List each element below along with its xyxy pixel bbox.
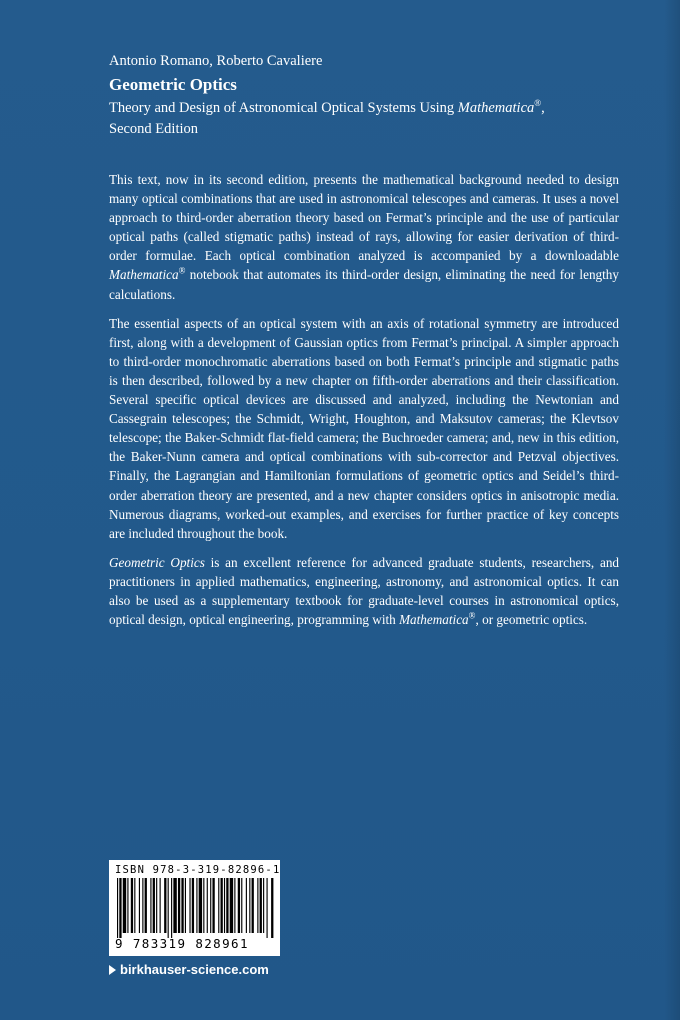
authors: Antonio Romano, Roberto Cavaliere [109, 53, 323, 69]
book-subtitle [109, 98, 629, 140]
barcode-bar [226, 878, 228, 933]
barcode-bar [203, 878, 204, 933]
barcode-bar [127, 878, 128, 933]
barcode-bar [224, 878, 225, 933]
spine-shadow [664, 0, 680, 1020]
barcode-bar [210, 878, 211, 933]
barcode-bar [212, 878, 214, 933]
website-text: birkhauser-science.com [120, 962, 269, 977]
subtitle-software-name: Mathematica [457, 100, 535, 116]
software-name: Mathematica [109, 267, 179, 283]
publisher-website-link[interactable] [109, 962, 269, 978]
software-name: Mathematica [399, 612, 469, 628]
barcode-bar [134, 878, 135, 933]
paragraph-text: notebook that automates its third-order design, eliminating the need for lengthy calculations. [109, 267, 619, 302]
barcode-bar [119, 878, 121, 938]
barcode-bar [131, 878, 133, 933]
barcode-bar [164, 878, 166, 933]
registered-mark: ® [178, 266, 186, 277]
barcode-bar [234, 878, 235, 933]
paragraph-text: This text, now in its second edition, presents the mathematical background needed to design many optical combinations that are used in astronomical telescopes and cameras. It uses a novel approach to third-order aberration theory based on Fermat’s principle and the use of particular optical paths (called stigmatic paths) instead of rays, allowing for easier derivation of third-order formulae. Each optical combination analyzed is accompanied by a downloadable [109, 172, 619, 264]
edition: Second Edition [109, 121, 199, 137]
barcode-bar [271, 878, 273, 938]
book-description [109, 170, 619, 639]
book-title-reference: Geometric Optics [109, 554, 205, 570]
registered-mark: ® [468, 610, 476, 621]
barcode-bar [252, 878, 254, 933]
barcode-bar [156, 878, 157, 933]
barcode-bar [145, 878, 147, 933]
subtitle-comma: , [541, 100, 545, 116]
barcode-bar [238, 878, 240, 933]
barcode-bar [192, 878, 194, 933]
barcode-bar [218, 878, 219, 933]
description-paragraph-2: The essential aspects of an optical system with an axis of rotational symmetry are introduced first, along with a development of Gaussian optics from Fermat’s principal. A simpler approach to third-order monochromatic aberrations based on both Fermat’s principle and stigmatic paths is then described, followed by a new chapter on fifth-order aberrations and their classification. Several specific optical devices are discussed and analyzed, including the Newtonian and Cassegrain telescopes; the Schmidt, Wright, Houghton, and Maksutov cameras; the Klevtsov telescope; the Baker-Schmidt flat-field camera; the Buchroeder camera; and, new in this edition, the Baker-Nunn camera and optical combinations with sub-corrector and Petzval objectives. Finally, the Lagrangian and Hamiltonian formulations of geometric optics and Seidel’s third-order aberration theory are presented, and a new chapter considers optics in anisotropic media. Numerous diagrams, worked-out examples, and exercises for further practice of key concepts are included throughout the book. [109, 315, 619, 541]
barcode-bar [178, 878, 180, 933]
barcode-digits: 9 783319 828961 [115, 936, 249, 951]
registered-mark: ® [534, 98, 542, 109]
barcode-bar [185, 878, 186, 933]
barcode-bar [139, 878, 140, 933]
barcode-bar [189, 878, 190, 933]
subtitle-text: Theory and Design of Astronomical Optical Systems Using [109, 100, 458, 116]
barcode-bar [207, 878, 208, 933]
isbn-barcode [109, 860, 280, 956]
barcode-bar [142, 878, 143, 933]
barcode-bar [168, 878, 169, 938]
paragraph-text: is an excellent reference for advanced graduate students, researchers, and practitioners in applied mathematics, engineering, astronomy, and astronomical optics. It can also be used as a supplementary textbook for graduate-level courses in astronomical optics, optical design, optical engineering, programming with [109, 554, 620, 628]
barcode-bar [249, 878, 250, 933]
barcode-bar [150, 878, 151, 933]
barcode-bar [230, 878, 233, 933]
arrow-right-icon [109, 965, 116, 975]
barcode-bar [123, 878, 126, 933]
barcode-bar [241, 878, 242, 933]
description-paragraph-1 [109, 170, 619, 304]
barcode-bar [160, 878, 161, 933]
barcode-bar [173, 878, 176, 933]
barcode-bar [260, 878, 262, 933]
barcode-bars [115, 878, 274, 938]
barcode-bar [153, 878, 155, 933]
description-paragraph-3 [109, 553, 619, 629]
paragraph-text: , or geometric optics. [475, 612, 588, 628]
barcode-bar [221, 878, 223, 933]
barcode-bar [181, 878, 183, 933]
isbn-label: ISBN 978-3-319-82896-1 [115, 864, 281, 876]
barcode-bar [196, 878, 197, 933]
barcode-bar [263, 878, 264, 933]
barcode-bar [117, 878, 118, 938]
barcode-bar [171, 878, 172, 938]
book-title: Geometric Optics [109, 75, 237, 94]
barcode-bar [199, 878, 202, 933]
barcode-bar [246, 878, 247, 933]
barcode-bar [267, 878, 268, 938]
barcode-bar [257, 878, 258, 933]
